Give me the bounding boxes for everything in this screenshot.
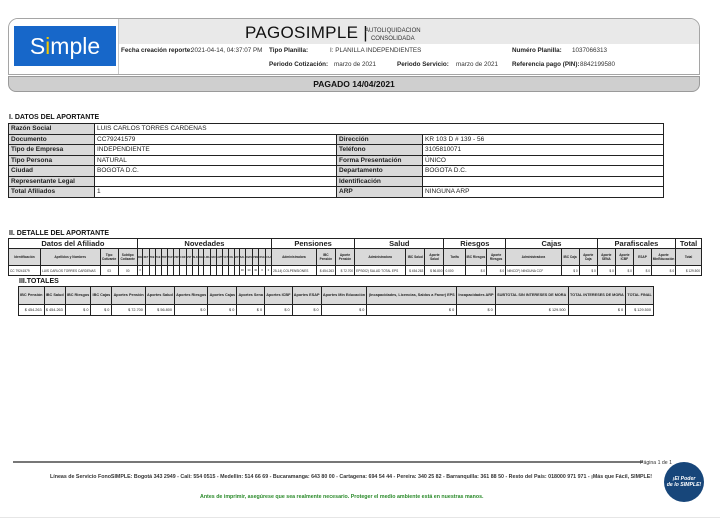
col-novedad: TDE	[149, 249, 155, 266]
field-label: Documento	[9, 134, 95, 145]
col-tipo-cotizante: Tipo Cotizante	[100, 249, 118, 266]
razon-social-label: Razón Social	[9, 124, 95, 135]
col-subtipo: Subtipo Cotizante	[118, 249, 137, 266]
totales-col-header: IBC Cajas	[91, 287, 112, 305]
col-aporte-salud: Aporte Salud	[425, 249, 444, 266]
field-value: CC79241579	[95, 134, 337, 145]
cell-identificacion: CC 79241579	[9, 266, 41, 276]
field-value: INDEPENDIENTE	[95, 145, 337, 156]
col-novedad: IGE	[198, 249, 203, 266]
aportante-table	[8, 123, 664, 198]
col-salud-admin: Administradora	[355, 249, 406, 266]
col-ibc-caja: IBC Caja	[561, 249, 579, 266]
totales-cell: $ 0	[65, 305, 91, 316]
seal-line-1: ¡El Poder	[672, 475, 696, 482]
column-header-row	[19, 287, 654, 305]
col-esap: ESAP	[633, 249, 651, 266]
cell-aporte-mineducacion: $ 0	[652, 266, 676, 276]
table-row	[19, 305, 654, 316]
group-salud: Salud	[355, 239, 444, 249]
cell-apellidos: LUIS CARLOS TORRES CARDENAS	[40, 266, 100, 276]
field-value: NINGUNA ARP	[423, 187, 664, 198]
totales-cell: $ 72.700	[112, 305, 146, 316]
paid-status-bar: PAGADO 14/04/2021	[8, 76, 700, 92]
col-novedad: TDP	[161, 249, 167, 266]
cell-novedad	[204, 266, 211, 276]
col-aporte-sena: Aporte SENA	[597, 249, 615, 266]
totales-cell: $ 129.500	[495, 305, 568, 316]
totales-col-header: TOTAL FINAL	[626, 287, 654, 305]
field-value: 1	[95, 187, 337, 198]
totales-cell: $ 129.500	[626, 305, 654, 316]
field-value: NATURAL	[95, 155, 337, 166]
group-total: Total	[676, 239, 702, 249]
cell-novedad: 0	[259, 266, 266, 276]
field-value: KR 103 D # 139 - 56	[423, 134, 664, 145]
cell-novedad: X	[137, 266, 143, 276]
col-identificacion: Identificación	[9, 249, 41, 266]
periodo-servicio-label: Periodo Servicio:	[397, 61, 449, 68]
report-subtitle	[365, 28, 421, 43]
totales-col-header: (Incapacidades, Licencias, Saldos a Favor) EPS	[367, 287, 457, 305]
group-pensiones: Pensiones	[272, 239, 355, 249]
totales-cell: $ 0	[292, 305, 321, 316]
field-label: Tipo Persona	[9, 155, 95, 166]
cell-novedad: 30	[239, 266, 245, 276]
footer-divider	[13, 461, 643, 463]
field-value: BOGOTA D.C.	[95, 166, 337, 177]
totales-col-header: TOTAL INTERESES DE MORA	[568, 287, 625, 305]
cell-ibc-salud: $ 454.263	[406, 266, 425, 276]
column-header-row	[9, 249, 702, 266]
col-novedad: IRL	[229, 249, 234, 266]
environment-notice: Antes de imprimir, asegúrese que sea realmente necesario. Proteger el medio ambiente está en nuestras manos.	[200, 494, 484, 500]
field-label: Representante Legal	[9, 176, 95, 187]
group-cajas: Cajas	[506, 239, 598, 249]
cell-aporte-icbf: $ 0	[615, 266, 633, 276]
totales-col-header: Incapacidades ARP	[457, 287, 496, 305]
col-novedad: PEN	[253, 249, 259, 266]
detalle-table	[8, 238, 702, 276]
logo-accent-letter: i	[45, 32, 51, 59]
cell-aporte-sena: $ 0	[597, 266, 615, 276]
totales-col-header: SUBTOTAL SIN INTERESES DE MORA	[495, 287, 568, 305]
col-aporte-mineducacion: Aporte MinEducación	[652, 249, 676, 266]
field-label: Dirección	[337, 134, 423, 145]
totales-col-header: IBC Riesgos	[65, 287, 91, 305]
group-header-row	[9, 239, 702, 249]
numero-planilla-value: 1037066313	[572, 47, 608, 54]
numero-planilla-label: Numéro Planilla:	[512, 47, 562, 54]
table-row	[9, 166, 664, 177]
tipo-planilla-label: Tipo Planilla:	[269, 47, 309, 54]
cell-tipo-cotizante: 03	[100, 266, 118, 276]
totales-col-header: IBC Salud	[44, 287, 65, 305]
section-totales-title: III.TOTALES	[19, 278, 59, 285]
periodo-cotizacion-value: marzo de 2021	[334, 61, 377, 68]
cell-tarifa: 0.000	[444, 266, 465, 276]
cell-subtipo: 00	[118, 266, 137, 276]
col-novedad: TAE	[155, 249, 161, 266]
totales-cell: $ 454.263	[44, 305, 65, 316]
col-ibc-pension: IBC Pensión	[316, 249, 335, 266]
totales-col-header: Aportes Salud	[145, 287, 174, 305]
col-novedad: ING	[137, 249, 143, 266]
service-lines: Líneas de Servicio FonoSIMPLE: Bogotá 343 2949 - Cali: 554 0515 - Medellín: 514 66 69 - Bucaramanga: 643 80 00 - Cartagena: 694 54 44 - Pereira: 340 25 82 - Barranquilla: 361 88 50 - Resto del País: 018000 971 971 - ¡Más que Fácil, SIMPLE!	[50, 474, 653, 480]
totales-cell: $ 0	[457, 305, 496, 316]
cell-esap: $ 0	[633, 266, 651, 276]
table-row	[9, 176, 664, 187]
table-row	[9, 187, 664, 198]
simple-logo	[14, 26, 116, 66]
col-novedad: VIP	[234, 249, 239, 266]
col-novedad: LMA	[204, 249, 211, 266]
cell-ibc-pension: $ 454.263	[316, 266, 335, 276]
table-row	[9, 134, 664, 145]
group-riesgos: Riesgos	[444, 239, 506, 249]
totales-col-header: Aportes ESAP	[292, 287, 321, 305]
col-apellidos: Apellidos y Nombres	[40, 249, 100, 266]
col-novedad: COR	[179, 249, 186, 266]
totales-cell: $ 454.263	[19, 305, 45, 316]
totales-cell: $ 0	[321, 305, 367, 316]
col-novedad: VCT	[223, 249, 229, 266]
totales-cell: $ 0	[568, 305, 625, 316]
col-tarifa: Tarifa	[444, 249, 465, 266]
col-novedad: VAC	[210, 249, 216, 266]
cell-novedad: 0	[265, 266, 271, 276]
col-novedad: AVP	[217, 249, 223, 266]
section-detalle-title: II. DETALLE DEL APORTANTE	[9, 230, 110, 237]
cell-novedad: 30	[253, 266, 259, 276]
table-row	[9, 266, 702, 276]
logo-cell	[9, 19, 119, 75]
seal-line-2: de lo SIMPLE!	[666, 482, 702, 488]
col-total: Total	[676, 249, 702, 266]
cell-novedad	[179, 266, 186, 276]
field-label: Forma Presentación	[337, 155, 423, 166]
field-value	[95, 176, 337, 187]
totales-cell: $ 0	[91, 305, 112, 316]
group-datos-afiliado: Datos del Afiliado	[9, 239, 138, 249]
field-label: Total Afiliados	[9, 187, 95, 198]
razon-social-value: LUIS CARLOS TORRES CARDENAS	[95, 124, 664, 135]
field-value: ÚNICO	[423, 155, 664, 166]
totales-cell: $ 56.800	[145, 305, 174, 316]
totales-col-header: Aportes Min Educación	[321, 287, 367, 305]
totales-col-header: IBC Pensión	[19, 287, 45, 305]
fecha-value: 2021-04-14, 04:37:07 PM	[191, 47, 263, 54]
col-ibc-riesgos: IBC Riesgos	[465, 249, 486, 266]
bottom-rule	[0, 517, 720, 518]
cell-aporte-riesgos: $ 0	[487, 266, 506, 276]
referencia-value: 8842199580	[580, 61, 616, 68]
col-novedad: SLN	[192, 249, 198, 266]
page-number: Página 1 de 1	[640, 460, 673, 466]
col-aporte-caja: Aporte Caja	[579, 249, 597, 266]
col-aporte-pension: Aporte Pensión	[335, 249, 354, 266]
col-novedad: SAL	[239, 249, 245, 266]
col-novedad: CAJ	[265, 249, 271, 266]
group-parafiscales: Parafiscales	[597, 239, 675, 249]
totales-cell: $ 0	[265, 305, 293, 316]
cell-aporte-salud: $ 56.800	[425, 266, 444, 276]
totales-col-header: Aportes Cajas	[208, 287, 237, 305]
cell-pension-admin: 25-14) COLPENSIONES	[272, 266, 317, 276]
poder-simple-seal	[664, 462, 704, 502]
field-value: 3105810071	[423, 145, 664, 156]
totales-col-header: Aportes Sena	[237, 287, 265, 305]
section-aportante-title: I. DATOS DEL APORTANTE	[9, 114, 100, 121]
table-row	[9, 155, 664, 166]
field-value	[423, 176, 664, 187]
tipo-planilla-value: I: PLANILLA INDEPENDIENTES	[330, 47, 422, 54]
col-aporte-riesgos: Aporte Riesgos	[487, 249, 506, 266]
cell-ibc-caja: $ 0	[561, 266, 579, 276]
fecha-label: Fecha creación reporte:	[121, 47, 193, 54]
cell-ibc-riesgos: $ 0	[465, 266, 486, 276]
col-novedad: RSG	[259, 249, 266, 266]
table-row	[9, 145, 664, 156]
referencia-label: Referencia pago (PIN):	[512, 61, 580, 68]
totales-table	[18, 286, 654, 316]
cell-salud-admin: EPS002) SALUD TOTAL EPS	[355, 266, 406, 276]
totales-cell: $ 0	[367, 305, 457, 316]
totales-cell: $ 0	[208, 305, 237, 316]
totales-cell: $ 0	[237, 305, 265, 316]
field-label: Ciudad	[9, 166, 95, 177]
periodo-servicio-value: marzo de 2021	[456, 61, 499, 68]
cell-total: $ 129.500	[676, 266, 702, 276]
col-cajas-admin: Administradora	[506, 249, 561, 266]
col-pension-admin: Administradora	[272, 249, 317, 266]
field-label: Teléfono	[337, 145, 423, 156]
field-label: Identificación	[337, 176, 423, 187]
field-value: BOGOTA D.C.	[423, 166, 664, 177]
col-ibc-salud: IBC Salud	[406, 249, 425, 266]
col-novedad: VST	[186, 249, 192, 266]
col-novedad: DIAS	[245, 249, 252, 266]
cell-novedad: 30	[245, 266, 252, 276]
field-label: ARP	[337, 187, 423, 198]
col-aporte-icbf: Aporte ICBF	[615, 249, 633, 266]
totales-col-header: Aportes Riesgos	[174, 287, 208, 305]
periodo-cotizacion-label: Periodo Cotización:	[269, 61, 329, 68]
logo-text: Simple	[29, 32, 101, 59]
subtitle-line-1: AUTOLIQUIDACION	[365, 28, 421, 34]
field-label: Departamento	[337, 166, 423, 177]
cell-aporte-pension: $ 72.700	[335, 266, 354, 276]
col-novedad: TAP	[167, 249, 173, 266]
cell-cajas-admin: NINCCF) NINGUNA CCF	[506, 266, 561, 276]
brand-title: PAGOSIMPLE |	[245, 23, 368, 42]
col-novedad: RET	[143, 249, 149, 266]
cell-aporte-caja: $ 0	[579, 266, 597, 276]
subtitle-line-2: CONSOLIDADA	[370, 35, 415, 42]
col-novedad: VSP	[173, 249, 179, 266]
totales-col-header: Aportes Pensión	[112, 287, 146, 305]
group-novedades: Novedades	[137, 239, 271, 249]
field-label: Tipo de Empresa	[9, 145, 95, 156]
totales-cell: $ 0	[174, 305, 208, 316]
totales-col-header: Aportes ICBF	[265, 287, 293, 305]
table-row	[9, 124, 664, 135]
